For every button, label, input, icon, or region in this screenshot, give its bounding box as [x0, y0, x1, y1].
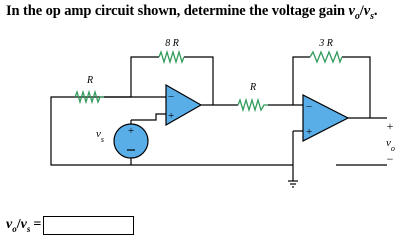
label-out-plus: + [386, 119, 394, 133]
op-amp-2-plus: + [306, 126, 313, 138]
voltage-source [114, 124, 148, 158]
label-r-middle: R [249, 82, 257, 93]
resistor-3r [310, 52, 342, 62]
op-amp-1-plus: + [168, 110, 175, 122]
question-suffix: . [373, 3, 378, 19]
ground-symbol [288, 181, 298, 187]
question-prefix: In the op amp circuit shown, determine the voltage gain [6, 3, 349, 19]
resistor-8r [159, 52, 184, 62]
gain-numerator-sub: o [354, 10, 360, 22]
resistor-r-middle [238, 100, 268, 110]
op-amp-1-minus: − [168, 91, 175, 103]
label-8r: 8 R [165, 38, 179, 49]
source-plus: + [127, 125, 135, 137]
label-r-input: R [86, 75, 94, 86]
op-amp-1 [166, 85, 201, 125]
gain-denominator-sub: s [370, 10, 374, 22]
gain-denominator: v [363, 3, 371, 19]
answer-equals: = [33, 217, 42, 232]
gain-numerator: v [348, 3, 355, 19]
label-3r: 3 R [319, 38, 333, 49]
label-vo: $v_o$ [386, 137, 395, 153]
gain-slash: / [359, 3, 364, 19]
op-amp-2-minus: − [306, 101, 313, 113]
op-amp-2 [303, 95, 348, 141]
answer-row [6, 213, 134, 237]
label-out-minus: − [386, 152, 394, 166]
answer-input[interactable] [43, 216, 134, 235]
label-vs: $v_s$ [96, 128, 105, 144]
answer-label: $v_o/v_s$ [6, 216, 31, 234]
